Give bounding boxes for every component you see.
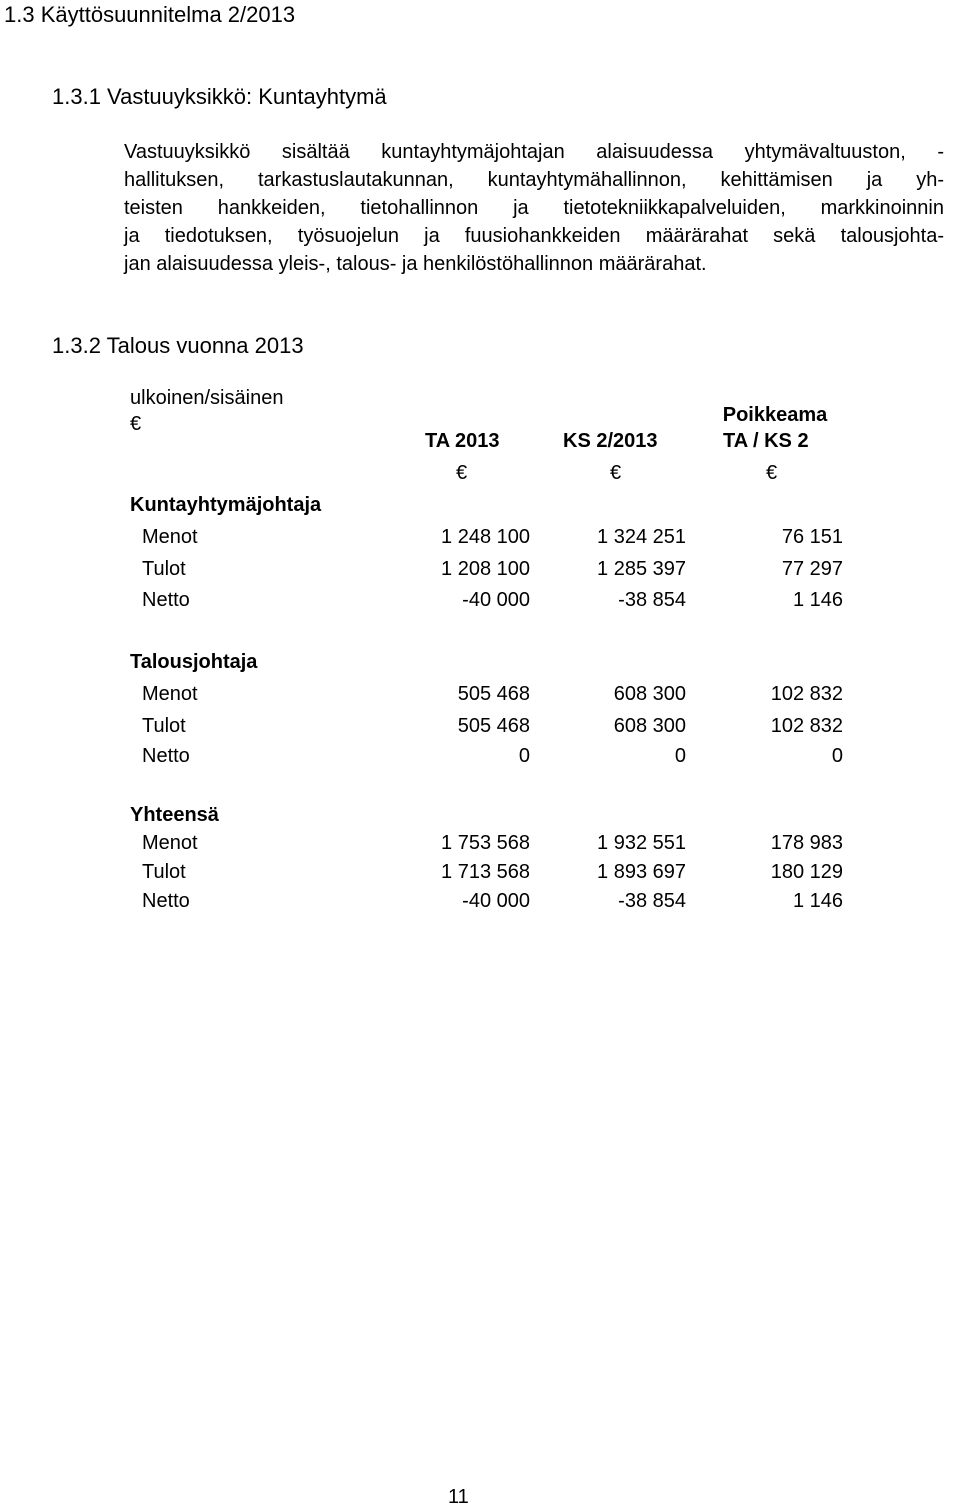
cell-ta: 505 468 [457, 715, 530, 737]
cell-ks: 0 [674, 745, 686, 767]
cell-deviation: 77 297 [781, 558, 843, 580]
column-header-ta: TA 2013 [425, 430, 500, 452]
group-label: Yhteensä [130, 804, 219, 826]
cell-ta: 1 208 100 [441, 558, 530, 580]
row-label: Tulot [142, 715, 186, 737]
row-label: Netto [142, 890, 190, 912]
euro-symbol: € [610, 462, 622, 484]
cell-ks: 1 285 397 [597, 558, 686, 580]
euro-symbol: € [456, 462, 468, 484]
subsection-heading-finance: 1.3.2 Talous vuonna 2013 [52, 333, 304, 358]
page-number: 11 [448, 1486, 469, 1508]
cell-deviation: 76 151 [781, 526, 843, 548]
euro-symbol: € [766, 462, 778, 484]
cell-deviation: 178 983 [770, 832, 843, 854]
row-label: Menot [142, 832, 198, 854]
cell-ta: 1 248 100 [441, 526, 530, 548]
paragraph-line: Vastuuyksikkö sisältää kuntayhtymäjohtajan alaisuudessa yhtymävaltuuston, - [124, 141, 944, 163]
column-header-deviation-sub: TA / KS 2 [723, 430, 809, 452]
row-label: Netto [142, 745, 190, 767]
row-label: Netto [142, 589, 190, 611]
cell-ks: 1 893 697 [597, 861, 686, 883]
paragraph-line: ja tiedotuksen, työsuojelun ja fuusiohankkeiden määrärahat sekä talousjohta- [124, 225, 944, 247]
description-paragraph [124, 138, 944, 278]
paragraph-line: jan alaisuudessa yleis-, talous- ja henkilöstöhallinnon määrärahat. [124, 253, 707, 275]
cell-ta: 1 713 568 [441, 861, 530, 883]
row-label: Menot [142, 526, 198, 548]
cell-ks: -38 854 [618, 890, 686, 912]
cell-ks: 608 300 [613, 683, 686, 705]
cell-deviation: 1 146 [792, 589, 843, 611]
row-label: Menot [142, 683, 198, 705]
cell-ks: 1 932 551 [597, 832, 686, 854]
section-heading: 1.3 Käyttösuunnitelma 2/2013 [4, 2, 296, 27]
cell-ta: 0 [518, 745, 530, 767]
paragraph-line: teisten hankkeiden, tietohallinnon ja tietotekniikkapalveluiden, markkinoinnin [124, 197, 944, 219]
paragraph-line: hallituksen, tarkastuslautakunnan, kuntayhtymähallinnon, kehittämisen ja yh- [124, 169, 944, 191]
cell-deviation: 0 [831, 745, 843, 767]
cell-ta: -40 000 [462, 589, 530, 611]
row-label: Tulot [142, 861, 186, 883]
column-header-ks: KS 2/2013 [563, 430, 658, 452]
cell-deviation: 102 832 [770, 683, 843, 705]
cell-ks: -38 854 [618, 589, 686, 611]
group-label: Talousjohtaja [130, 651, 258, 673]
scope-label: ulkoinen/sisäinen [130, 387, 284, 409]
group-label: Kuntayhtymäjohtaja [130, 494, 322, 516]
euro-symbol: € [130, 413, 142, 435]
cell-ta: 505 468 [457, 683, 530, 705]
cell-ta: 1 753 568 [441, 832, 530, 854]
column-header-deviation: Poikkeama [722, 404, 828, 426]
row-label: Tulot [142, 558, 186, 580]
cell-deviation: 1 146 [792, 890, 843, 912]
subsection-heading-responsibility-unit: 1.3.1 Vastuuyksikkö: Kuntayhtymä [52, 84, 387, 109]
cell-deviation: 102 832 [770, 715, 843, 737]
cell-ta: -40 000 [462, 890, 530, 912]
cell-ks: 1 324 251 [597, 526, 686, 548]
cell-deviation: 180 129 [770, 861, 843, 883]
cell-ks: 608 300 [613, 715, 686, 737]
